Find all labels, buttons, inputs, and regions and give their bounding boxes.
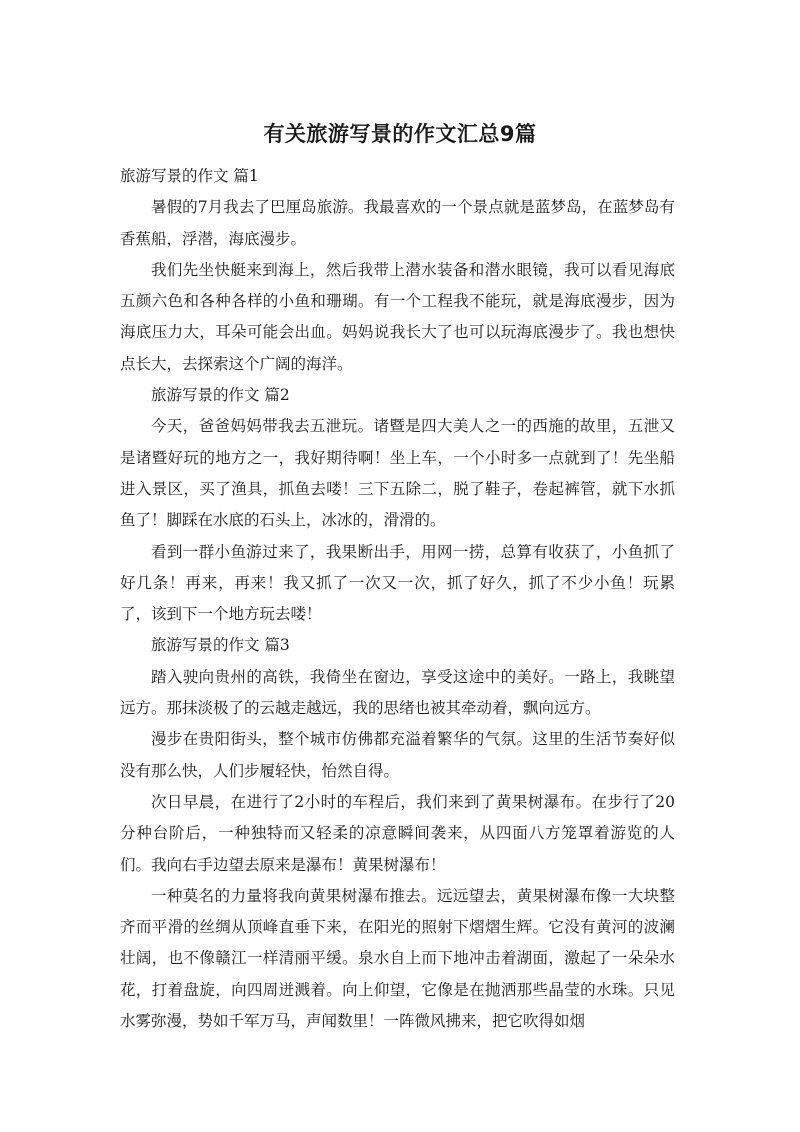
- section-heading: 旅游写景的作文 篇3: [151, 636, 290, 655]
- paragraph: 踏入驶向贵州的高铁，我倚坐在窗边，享受这途中的美好。一路上，我眺望远方。那抹淡极了的云越走越远，我的思绪也被其牵动着，飘向远方。: [120, 667, 675, 718]
- paragraph: 漫步在贵阳街头，整个城市仿佛都充溢着繁华的气氛。这里的生活节奏好似没有那么快，人们步履轻快，怡然自得。: [120, 730, 675, 780]
- paragraph: 次日早晨，在进行了2小时的车程后，我们来到了黄果树瀑布。在步行了20分种台阶后，一种独特而又轻柔的凉意瞬间袭来，从四面八方笼罩着游览的人们。我向右手边望去原来是瀑布！黄果树瀑布！: [120, 792, 675, 874]
- paragraph: 一种莫名的力量将我向黄果树瀑布推去。远远望去，黄果树瀑布像一大块整齐而平滑的丝绸从顶峰直垂下来，在阳光的照射下熠熠生辉。它没有黄河的波澜壮阔，也不像赣江一样清丽平缓。泉水自上而下地冲击着湖面，激起了一朵朵水花，打着盘旋，向四周迸溅着。向上仰望，它像是在抛洒那些晶莹的水珠。只见水雾弥漫，势如千军万马，声闻数里！一阵微风拂来，把它吹得如烟: [120, 886, 675, 1031]
- document-body: [120, 161, 675, 1037]
- document-title: 有关旅游写景的作文汇总9篇: [263, 122, 537, 146]
- paragraph: 暑假的7月我去了巴厘岛旅游。我最喜欢的一个景点就是蓝梦岛，在蓝梦岛有香蕉船，浮潜，海底漫步。: [120, 198, 675, 248]
- paragraph: 我们先坐快艇来到海上，然后我带上潜水装备和潜水眼镜，我可以看见海底五颜六色和各种各样的小鱼和珊瑚。有一个工程我不能玩，就是海底漫步，因为海底压力大，耳朵可能会出血。妈妈说我长大了也可以玩海底漫步了。我也想快点长大，去探索这个广阔的海洋。: [120, 260, 675, 373]
- paragraph: 今天，爸爸妈妈带我去五泄玩。诸暨是四大美人之一的西施的故里，五泄又是诸暨好玩的地方之一，我好期待啊！坐上车，一个小时多一点就到了！先坐船进入景区，买了渔具，抓鱼去喽！三下五除二，脱了鞋子，卷起裤管，就下水抓鱼了！脚踩在水底的石头上，冰冰的，滑滑的。: [120, 417, 675, 530]
- paragraph: 看到一群小鱼游过来了，我果断出手，用网一捞，总算有收获了，小鱼抓了好几条！再来，再来！我又抓了一次又一次，抓了好久，抓了不少小鱼！玩累了，该到下一个地方玩去喽！: [120, 542, 675, 624]
- section-heading: 旅游写景的作文 篇2: [151, 386, 290, 405]
- section-heading: 旅游写景的作文 篇1: [120, 167, 259, 185]
